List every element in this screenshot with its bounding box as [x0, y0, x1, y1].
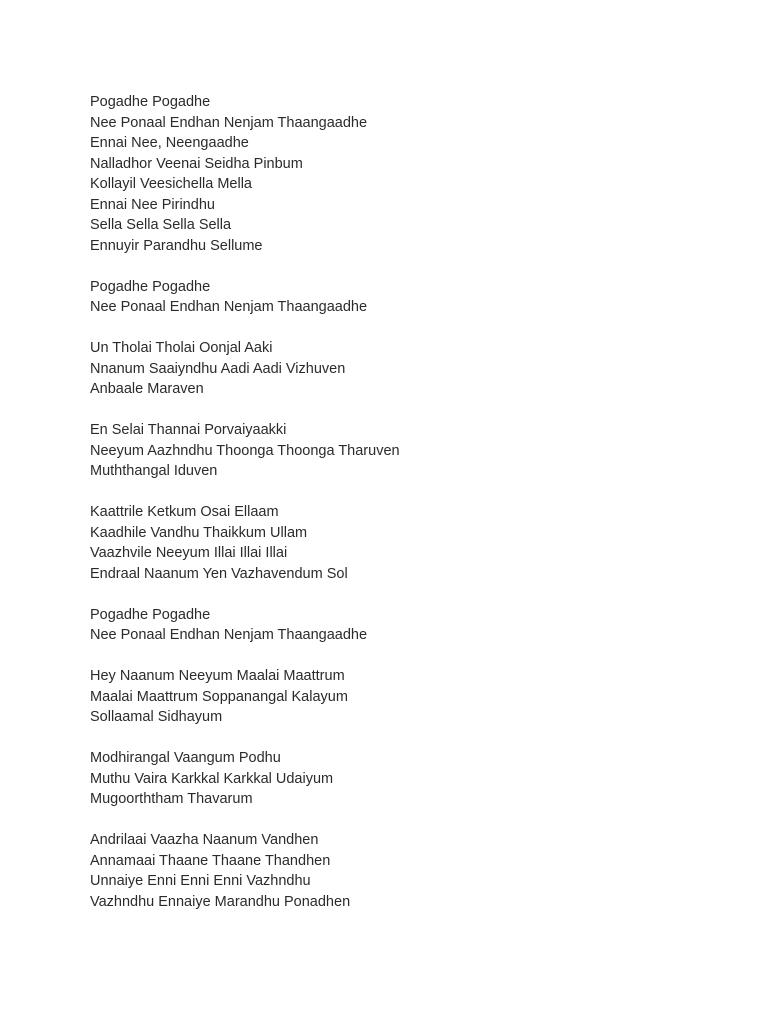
lyric-line: Kollayil Veesichella Mella [90, 176, 252, 192]
lyric-line: Pogadhe Pogadhe [90, 94, 211, 110]
lyric-line: Ennai Nee Pirindhu [90, 196, 215, 213]
lyrics-stanza [90, 666, 730, 728]
lyrics-stanza [90, 830, 730, 912]
lyric-line: Maalai Maattrum Soppanangal Kalayum [90, 688, 348, 705]
lyric-line: Mugoorththam Thavarum [90, 791, 253, 807]
lyrics-stanza [90, 748, 730, 810]
lyric-line: Hey Naanum Neeyum Maalai Maattrum [90, 668, 345, 684]
lyric-line: Anbaale Maraven [90, 381, 204, 397]
lyric-line: Ennuyir Parandhu Sellume [90, 237, 263, 254]
lyrics-stanza [90, 338, 730, 400]
lyric-line: Ennai Nee, Neengaadhe [90, 135, 249, 151]
lyric-line: Andrilaai Vaazha Naanum Vandhen [90, 832, 319, 848]
lyric-line: Pogadhe Pogadhe [90, 606, 211, 623]
lyric-line: Nee Ponaal Endhan Nenjam Thaangaadhe [90, 114, 368, 131]
lyric-line: En Selai Thannai Porvaiyaakki [90, 422, 287, 438]
lyric-line: Muththangal Iduven [90, 463, 218, 479]
lyric-line: Modhirangal Vaangum Podhu [90, 750, 281, 766]
lyric-line: Vazhndhu Ennaiye Marandhu Ponadhen [90, 893, 351, 910]
lyrics-document [90, 92, 730, 933]
lyric-line: Unnaiye Enni Enni Enni Vazhndhu [90, 873, 311, 889]
lyrics-stanza [90, 277, 730, 318]
lyric-line: Sella Sella Sella Sella [90, 217, 232, 233]
lyric-line: Kaadhile Vandhu Thaikkum Ullam [90, 524, 308, 541]
lyric-line: Neeyum Aazhndhu Thoonga Thoonga Tharuven [90, 442, 400, 459]
lyric-line: Kaattrile Ketkum Osai Ellaam [90, 504, 279, 520]
lyric-line: Annamaai Thaane Thaane Thandhen [90, 852, 331, 869]
lyric-line: Nalladhor Veenai Seidha Pinbum [90, 155, 303, 172]
lyric-line: Un Tholai Tholai Oonjal Aaki [90, 340, 273, 356]
lyric-line: Nnanum Saaiyndhu Aadi Aadi Vizhuven [90, 360, 346, 377]
lyric-line: Endraal Naanum Yen Vazhavendum Sol [90, 565, 348, 582]
lyric-line: Vaazhvile Neeyum Illai Illai Illai [90, 545, 288, 561]
lyrics-stanza [90, 420, 730, 482]
lyrics-stanza [90, 92, 730, 256]
lyrics-stanza [90, 605, 730, 646]
lyric-line: Muthu Vaira Karkkal Karkkal Udaiyum [90, 770, 334, 787]
lyric-line: Pogadhe Pogadhe [90, 278, 211, 295]
lyric-line: Sollaamal Sidhayum [90, 709, 223, 725]
lyrics-stanza [90, 502, 730, 584]
lyric-line: Nee Ponaal Endhan Nenjam Thaangaadhe [90, 627, 368, 643]
lyric-line: Nee Ponaal Endhan Nenjam Thaangaadhe [90, 299, 368, 315]
